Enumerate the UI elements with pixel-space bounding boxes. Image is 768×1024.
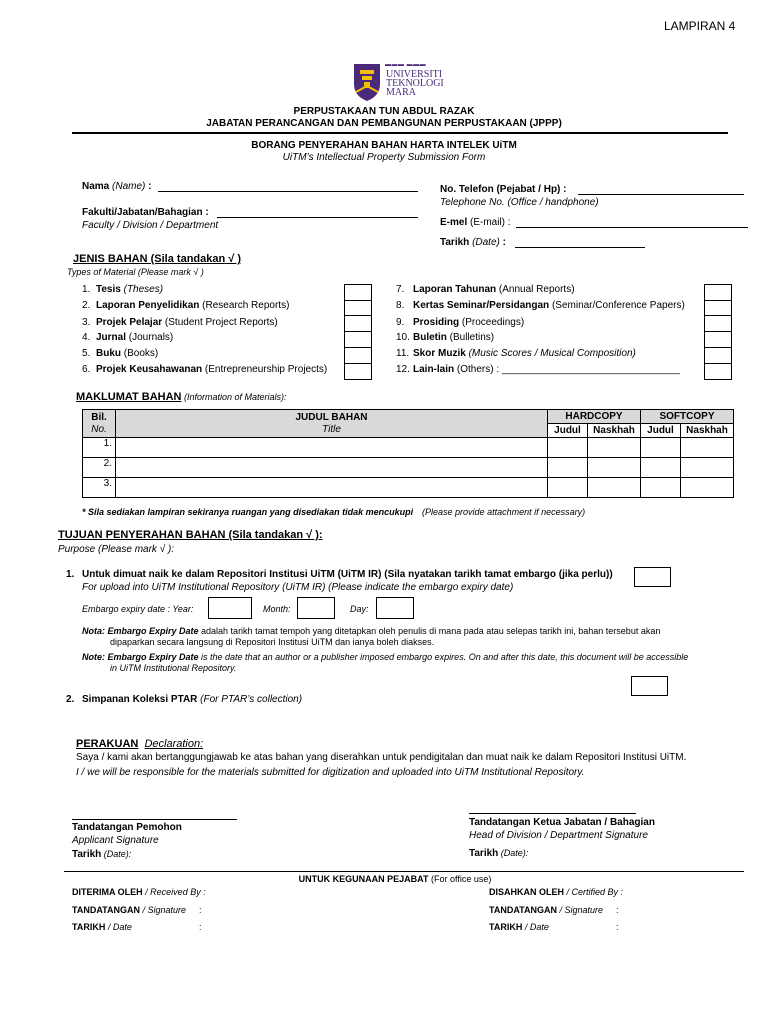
head-signature-en: Head of Division / Department Signature xyxy=(469,830,648,841)
col-softcopy-judul: Judul xyxy=(641,424,681,438)
material-item: 8. Kertas Seminar/Persidangan (Seminar/Conference Papers) xyxy=(396,300,685,311)
uitm-crest-icon xyxy=(352,62,382,102)
material-item: 11. Skor Muzik (Music Scores / Musical Composition) xyxy=(396,348,636,359)
applicant-signature-line[interactable] xyxy=(72,819,237,820)
telefon-field[interactable] xyxy=(578,194,744,195)
office-title: UNTUK KEGUNAAN PEJABAT (For office use) xyxy=(298,874,492,884)
material-item: 7. Laporan Tahunan (Annual Reports) xyxy=(396,284,575,295)
item1-number: 1. xyxy=(66,569,75,580)
material-item: 9. Prosiding (Proceedings) xyxy=(396,317,525,328)
form-title: BORANG PENYERAHAN BAHAN HARTA INTELEK UiTM xyxy=(251,140,517,151)
form-subtitle: UiTM’s Intellectual Property Submission Form xyxy=(282,152,486,163)
item1-text: Untuk dimuat naik ke dalam Repositori Institusi UiTM (UiTM IR) (Sila nyatakan tarikh tamat embargo (jika perlu)) xyxy=(82,569,613,580)
table-row xyxy=(83,438,734,458)
checkbox-laporan-penyelidikan[interactable] xyxy=(344,300,372,316)
table-row xyxy=(83,478,734,498)
lampiran-label: LAMPIRAN 4 xyxy=(664,19,736,33)
embargo-year-label: Embargo expiry date : Year: xyxy=(82,604,194,614)
row-title-cell[interactable] xyxy=(116,458,548,478)
perakuan-text-en: I / we will be responsible for the materials submitted for digitization and uploaded into UiTM Institutional Repository. xyxy=(76,767,585,778)
fakulti-en: Faculty / Division / Department xyxy=(82,220,219,231)
item1-text-en: For upload into UiTM Institutional Repository (UiTM IR) (Please indicate the embargo expiry date) xyxy=(82,582,514,593)
note-english: Note: Embargo Expiry Date is the date that an author or a publisher imposed embargo expires. On and after this date, this document will be accessible xyxy=(82,652,689,662)
row-title-cell[interactable] xyxy=(116,438,548,458)
embargo-day-input[interactable] xyxy=(376,597,414,619)
col-softcopy: SOFTCOPY xyxy=(641,410,734,424)
checkbox-upload-ir[interactable] xyxy=(634,567,671,587)
checkbox-projek-keusahawanan[interactable] xyxy=(344,364,372,380)
checkbox-kertas-seminar[interactable] xyxy=(704,300,732,316)
uitm-logo xyxy=(352,62,452,104)
nota-malay-2: dipaparkan secara langsung di Repositori Institusi UiTM dan ianya boleh diakses. xyxy=(110,637,435,647)
maklumat-title: MAKLUMAT BAHAN (Information of Materials): xyxy=(76,391,287,403)
note-english-2: in UiTM Institutional Repository. xyxy=(110,663,237,673)
table-note: * Sila sediakan lampiran sekiranya ruangan yang disediakan tidak mencukupi (Please provide attachment if necessary) xyxy=(82,507,586,517)
office-colon: : xyxy=(616,922,619,932)
checkbox-tesis[interactable] xyxy=(344,284,372,301)
tarikh-field[interactable] xyxy=(515,247,645,248)
checkbox-buku[interactable] xyxy=(344,348,372,364)
material-item: 5. Buku (Books) xyxy=(82,348,159,359)
office-signature-left: TANDATANGAN / Signature xyxy=(72,905,187,915)
embargo-month-input[interactable] xyxy=(297,597,335,619)
checkbox-buletin[interactable] xyxy=(704,332,732,348)
received-by: DITERIMA OLEH / Received By : xyxy=(72,887,206,897)
nota-malay: Nota: Embargo Expiry Date adalah tarikh tamat tempoh yang ditetapkan oleh penulis di mana pada atau selepas tarikh ini, bahan tersebut akan xyxy=(82,626,661,636)
row-cell[interactable] xyxy=(588,438,641,458)
logo-jawi-icon: ▬▬▬ ▬▬▬ xyxy=(385,62,427,68)
checkbox-ptar-collection[interactable] xyxy=(631,676,668,696)
row-cell[interactable] xyxy=(681,438,734,458)
tujuan-subtitle: Purpose (Please mark √ ): xyxy=(58,544,175,555)
fakulti-label: Fakulti/Jabatan/Bahagian : xyxy=(82,207,209,218)
row-cell[interactable] xyxy=(548,478,588,498)
applicant-signature-en: Applicant Signature xyxy=(72,835,159,846)
office-colon: : xyxy=(616,905,619,915)
office-date-right: TARIKH / Date xyxy=(489,922,549,932)
row-title-cell[interactable] xyxy=(116,478,548,498)
logo-line3: MARA xyxy=(386,87,417,98)
row-cell[interactable] xyxy=(588,458,641,478)
jenis-bahan-subtitle: Types of Material (Please mark √ ) xyxy=(67,267,204,277)
material-item: 6. Projek Keusahawanan (Entrepreneurship Projects) xyxy=(82,364,328,375)
telefon-label: No. Telefon (Pejabat / Hp) : xyxy=(440,184,567,195)
item2-number: 2. xyxy=(66,694,75,705)
embargo-year-input[interactable] xyxy=(208,597,252,619)
col-hardcopy-naskhah: Naskhah xyxy=(588,424,641,438)
office-date-left: TARIKH / Date xyxy=(72,922,132,932)
item2-text: Simpanan Koleksi PTAR (For PTAR’s collection) xyxy=(82,694,303,705)
office-divider xyxy=(64,871,744,872)
emel-label: E-mel (E-mail) : xyxy=(440,217,511,228)
material-item: 3. Projek Pelajar (Student Project Reports) xyxy=(82,317,278,328)
checkbox-projek-pelajar[interactable] xyxy=(344,316,372,332)
material-item: 12. Lain-lain (Others) : ________________________________ xyxy=(396,364,680,375)
row-cell[interactable] xyxy=(681,478,734,498)
col-softcopy-naskhah: Naskhah xyxy=(681,424,734,438)
header-line1: PERPUSTAKAAN TUN ABDUL RAZAK xyxy=(293,106,475,117)
jenis-bahan-title: JENIS BAHAN (Sila tandakan √ ) xyxy=(73,253,242,265)
col-bil: Bil. No. xyxy=(83,410,116,438)
checkbox-jurnal[interactable] xyxy=(344,332,372,348)
checkbox-prosiding[interactable] xyxy=(704,316,732,332)
embargo-day-label: Day: xyxy=(350,604,369,614)
row-number: 1. xyxy=(83,438,116,458)
fakulti-field[interactable] xyxy=(217,217,418,218)
row-cell[interactable] xyxy=(681,458,734,478)
row-cell[interactable] xyxy=(641,438,681,458)
applicant-signature-title: Tandatangan Pemohon xyxy=(72,822,182,833)
material-item: 1. Tesis (Theses) xyxy=(82,284,164,295)
checkbox-laporan-tahunan[interactable] xyxy=(704,284,732,301)
head-signature-title: Tandatangan Ketua Jabatan / Bahagian xyxy=(469,817,655,828)
perakuan-text: Saya / kami akan bertanggungjawab ke atas bahan yang diserahkan untuk pendigitalan dan muat naik ke dalam Repositori Institusi UiTM. xyxy=(76,752,687,763)
material-item: 10. Buletin (Bulletins) xyxy=(396,332,495,343)
emel-field[interactable] xyxy=(516,227,748,228)
checkbox-skor-muzik[interactable] xyxy=(704,348,732,364)
telefon-en: Telephone No. (Office / handphone) xyxy=(440,197,599,208)
header-divider xyxy=(72,132,728,134)
table-row xyxy=(83,458,734,478)
row-cell[interactable] xyxy=(641,458,681,478)
tarikh-label: Tarikh (Date) : xyxy=(440,237,506,248)
office-signature-right: TANDATANGAN / Signature xyxy=(489,905,604,915)
office-colon: : xyxy=(199,905,202,915)
nama-label: Nama (Name) : xyxy=(82,181,152,192)
row-cell[interactable] xyxy=(588,478,641,498)
col-judul: JUDUL BAHAN Title xyxy=(116,410,548,438)
material-item: 2. Laporan Penyelidikan (Research Reports) xyxy=(82,300,290,311)
row-number: 3. xyxy=(83,478,116,498)
col-hardcopy: HARDCOPY xyxy=(548,410,641,424)
row-cell[interactable] xyxy=(548,438,588,458)
nama-field[interactable] xyxy=(158,191,418,192)
col-hardcopy-judul: Judul xyxy=(548,424,588,438)
header-line2: JABATAN PERANCANGAN DAN PEMBANGUNAN PERPUSTAKAAN (JPPP) xyxy=(206,118,562,129)
logo-line1: UNIVERSITI xyxy=(386,69,443,80)
checkbox-lain-lain[interactable] xyxy=(704,364,732,380)
certified-by: DISAHKAN OLEH / Certified By : xyxy=(489,887,624,897)
head-date: Tarikh (Date): xyxy=(469,848,529,859)
embargo-month-label: Month: xyxy=(263,604,291,614)
perakuan-title: PERAKUAN Declaration: xyxy=(76,738,204,750)
material-item: 4. Jurnal (Journals) xyxy=(82,332,174,343)
head-signature-line[interactable] xyxy=(469,813,636,814)
materials-table xyxy=(82,409,734,498)
logo-text xyxy=(386,70,444,97)
applicant-date: Tarikh (Date): xyxy=(72,849,132,860)
office-colon: : xyxy=(199,922,202,932)
row-cell[interactable] xyxy=(641,478,681,498)
logo-line2: TEKNOLOGI xyxy=(386,78,444,89)
row-cell[interactable] xyxy=(548,458,588,478)
row-number: 2. xyxy=(83,458,116,478)
tujuan-title: TUJUAN PENYERAHAN BAHAN (Sila tandakan √ ): xyxy=(58,529,323,541)
